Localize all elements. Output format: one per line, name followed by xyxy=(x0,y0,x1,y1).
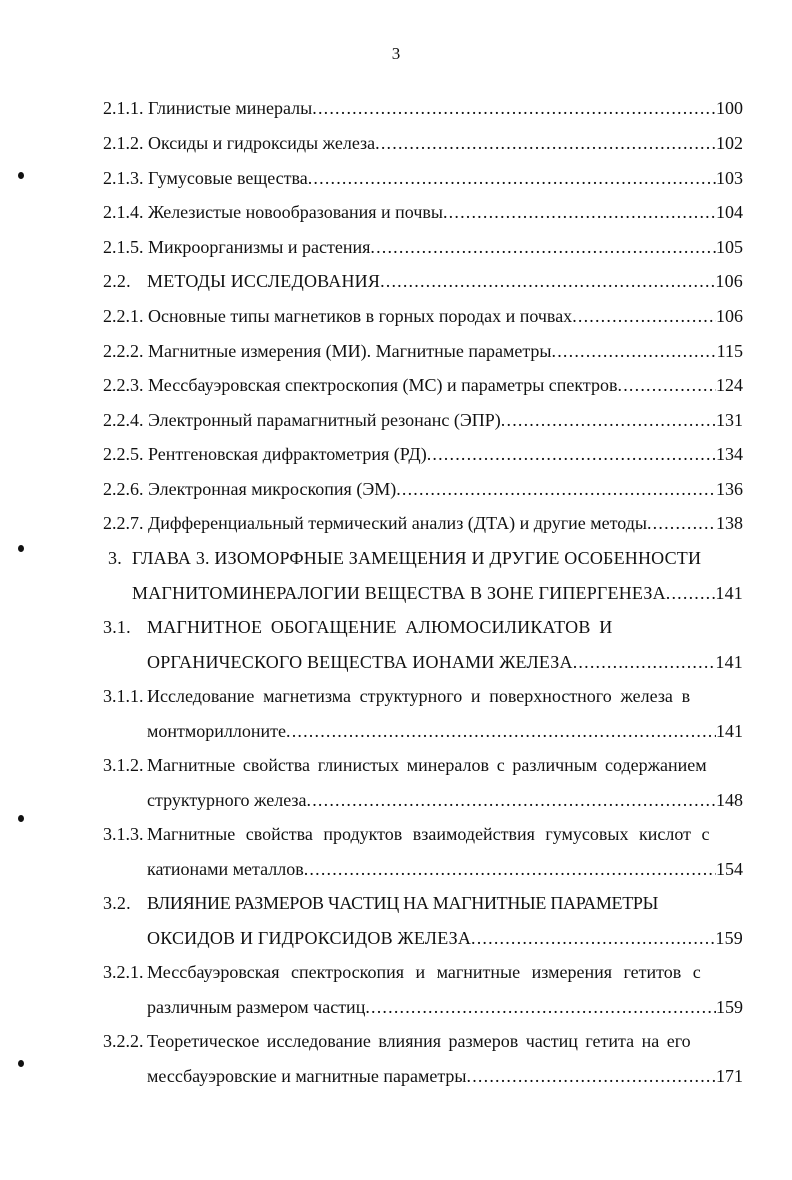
toc-entry-line2 xyxy=(147,857,743,881)
toc-entry-number: 3.2.1. xyxy=(103,962,144,982)
toc-entry-title-cont: монтмориллоните xyxy=(147,721,286,741)
toc-entry-title: Рентгеновская дифрактометрия (РД) xyxy=(148,444,427,464)
toc-entry-page: 103 xyxy=(716,168,743,188)
toc-entry-page: 171 xyxy=(716,1066,743,1086)
toc-entry-number: 3.2. xyxy=(103,893,131,913)
toc-entry-number: 2.2.5. xyxy=(103,444,144,464)
toc-entry-title-cont: ОКСИДОВ И ГИДРОКСИДОВ ЖЕЛЕЗА xyxy=(147,928,472,948)
toc-section-line2 xyxy=(147,650,743,674)
toc-entry-title: Теоретическое исследование влияния размеров частиц гетита на его xyxy=(147,1031,691,1051)
leader-dots xyxy=(427,442,716,466)
toc-entry-page: 141 xyxy=(715,652,743,672)
toc-entry-title: ВЛИЯНИЕ РАЗМЕРОВ ЧАСТИЦ НА МАГНИТНЫЕ ПАРАМЕТРЫ xyxy=(147,893,659,913)
toc-entry xyxy=(103,96,743,120)
leader-dots xyxy=(443,200,716,224)
toc-entry-page: 159 xyxy=(716,997,743,1017)
toc-entry-number: 3.1.3. xyxy=(103,824,144,844)
toc-entry-number: 2.1.1. xyxy=(103,98,144,118)
leader-dots xyxy=(572,304,716,328)
toc-entry-line1 xyxy=(103,822,743,846)
toc-entry xyxy=(103,200,743,224)
toc-entry-page: 136 xyxy=(716,479,743,499)
toc-entry-title: Микроорганизмы и растения xyxy=(148,237,371,257)
toc-section xyxy=(103,269,743,293)
toc-entry-title: МЕТОДЫ ИССЛЕДОВАНИЯ xyxy=(147,271,381,291)
toc-entry-line2 xyxy=(147,788,743,812)
toc-entry-page: 159 xyxy=(715,928,743,948)
toc-entry-line1 xyxy=(103,960,743,984)
leader-dots xyxy=(647,511,716,535)
toc-entry-title-cont: различным размером частиц xyxy=(147,997,366,1017)
toc-entry-title-cont: катионами металлов xyxy=(147,859,304,879)
toc-entry-title-cont: МАГНИТОМИНЕРАЛОГИИ ВЕЩЕСТВА В ЗОНЕ ГИПЕРГЕНЕЗА xyxy=(132,583,666,603)
leader-dots xyxy=(552,339,717,363)
toc-entry-title: Дифференциальный термический анализ (ДТА) и другие методы xyxy=(148,513,647,533)
toc-entry-line1 xyxy=(103,1029,743,1053)
toc-entry xyxy=(103,373,743,397)
toc-entry-number: 3.1.1. xyxy=(103,686,144,706)
toc-entry xyxy=(103,408,743,432)
toc-entry-title: Мессбауэровская спектроскопия и магнитные измерения гетитов с xyxy=(147,962,701,982)
toc-entry xyxy=(103,235,743,259)
leader-dots xyxy=(304,857,716,881)
margin-mark xyxy=(18,1060,24,1067)
toc-chapter-line1 xyxy=(108,546,748,570)
toc-entry-title: Электронная микроскопия (ЭМ) xyxy=(148,479,397,499)
toc-entry-page: 141 xyxy=(716,721,743,741)
toc-entry-line1 xyxy=(103,684,743,708)
toc-entry-number: 2.2.4. xyxy=(103,410,144,430)
toc-entry-title: Оксиды и гидроксиды железа xyxy=(148,133,376,153)
toc-entry-number: 2.2.6. xyxy=(103,479,144,499)
toc-entry-number: 2.2.1. xyxy=(103,306,144,326)
toc-entry-page: 104 xyxy=(716,202,743,222)
toc-entry-title: МАГНИТНОЕ ОБОГАЩЕНИЕ АЛЮМОСИЛИКАТОВ И xyxy=(147,617,613,637)
leader-dots xyxy=(365,995,716,1019)
toc-entry-page: 138 xyxy=(716,513,743,533)
toc-entry-page: 124 xyxy=(716,375,743,395)
toc-chapter-line2 xyxy=(132,581,743,605)
leader-dots xyxy=(307,788,716,812)
leader-dots xyxy=(308,166,716,190)
toc-entry-page: 102 xyxy=(716,133,743,153)
toc-entry-number: 2.1.5. xyxy=(103,237,144,257)
toc-entry-title: Основные типы магнетиков в горных породах и почвах xyxy=(148,306,573,326)
toc-entry-title: Железистые новообразования и почвы xyxy=(148,202,443,222)
toc-entry xyxy=(103,511,743,535)
leader-dots xyxy=(467,1064,716,1088)
toc-entry-page: 105 xyxy=(716,237,743,257)
toc-entry-number: 2.1.2. xyxy=(103,133,144,153)
toc-entry-number: 2.2.3. xyxy=(103,375,144,395)
leader-dots xyxy=(286,719,716,743)
toc-entry-page: 106 xyxy=(716,306,743,326)
margin-mark xyxy=(18,815,24,822)
page-number: 3 xyxy=(391,44,401,63)
toc-entry-title: Гумусовые вещества xyxy=(148,168,308,188)
toc-entry-page: 134 xyxy=(716,444,743,464)
toc-entry-page: 131 xyxy=(716,410,743,430)
toc-entry-title: Электронный парамагнитный резонанс (ЭПР) xyxy=(148,410,501,430)
toc-entry-number: 2.2. xyxy=(103,271,131,291)
toc-entry-page: 141 xyxy=(715,583,743,603)
toc-entry xyxy=(103,339,743,363)
leader-dots xyxy=(471,926,715,950)
leader-dots xyxy=(396,477,716,501)
toc-entry-number: 3. xyxy=(108,548,122,568)
leader-dots xyxy=(312,96,716,120)
toc-entry xyxy=(103,477,743,501)
toc-entry-title-cont: структурного железа xyxy=(147,790,307,810)
toc-entry-line2 xyxy=(147,719,743,743)
toc-entry-number: 2.1.3. xyxy=(103,168,144,188)
toc-entry-number: 2.2.7. xyxy=(103,513,144,533)
margin-mark xyxy=(18,172,24,179)
toc-section-line2 xyxy=(147,926,743,950)
toc-entry-line2 xyxy=(147,995,743,1019)
toc-entry-page: 148 xyxy=(716,790,743,810)
toc-entry-title: Магнитные измерения (МИ). Магнитные параметры xyxy=(148,341,552,361)
margin-mark xyxy=(18,545,24,552)
toc-entry-title-cont: ОРГАНИЧЕСКОГО ВЕЩЕСТВА ИОНАМИ ЖЕЛЕЗА xyxy=(147,652,573,672)
toc-entry xyxy=(103,131,743,155)
toc-entry-title: Магнитные свойства продуктов взаимодействия гумусовых кислот с xyxy=(147,824,710,844)
leader-dots xyxy=(573,650,716,674)
toc-entry-number: 2.2.2. xyxy=(103,341,144,361)
toc-entry-number: 3.1. xyxy=(103,617,131,637)
toc-entry-page: 115 xyxy=(716,341,743,361)
toc-entry-number: 2.1.4. xyxy=(103,202,144,222)
leader-dots xyxy=(375,131,716,155)
leader-dots xyxy=(501,408,716,432)
toc-section-line1 xyxy=(103,891,743,915)
leader-dots xyxy=(618,373,716,397)
leader-dots xyxy=(380,269,715,293)
toc-entry-title: Мессбауэровская спектроскопия (МС) и параметры спектров xyxy=(148,375,618,395)
toc-entry-title: Глинистые минералы xyxy=(148,98,313,118)
toc-entry-title: Исследование магнетизма структурного и поверхностного железа в xyxy=(147,686,691,706)
toc-entry-line1 xyxy=(103,753,743,777)
toc-entry xyxy=(103,442,743,466)
leader-dots xyxy=(370,235,716,259)
toc-entry-page: 154 xyxy=(716,859,743,879)
toc-entry-number: 3.2.2. xyxy=(103,1031,144,1051)
toc-entry xyxy=(103,166,743,190)
toc-entry xyxy=(103,304,743,328)
toc-entry-page: 100 xyxy=(716,98,743,118)
toc-entry-title-cont: мессбауэровские и магнитные параметры xyxy=(147,1066,467,1086)
toc-entry-line2 xyxy=(147,1064,743,1088)
toc-entry-number: 3.1.2. xyxy=(103,755,144,775)
toc-section-line1 xyxy=(103,615,743,639)
leader-dots xyxy=(666,581,716,605)
toc-entry-title: Магнитные свойства глинистых минералов с различным содержанием xyxy=(147,755,707,775)
toc-entry-title: ГЛАВА 3. ИЗОМОРФНЫЕ ЗАМЕЩЕНИЯ И ДРУГИЕ ОСОБЕННОСТИ xyxy=(132,548,702,568)
toc-entry-page: 106 xyxy=(715,271,743,291)
